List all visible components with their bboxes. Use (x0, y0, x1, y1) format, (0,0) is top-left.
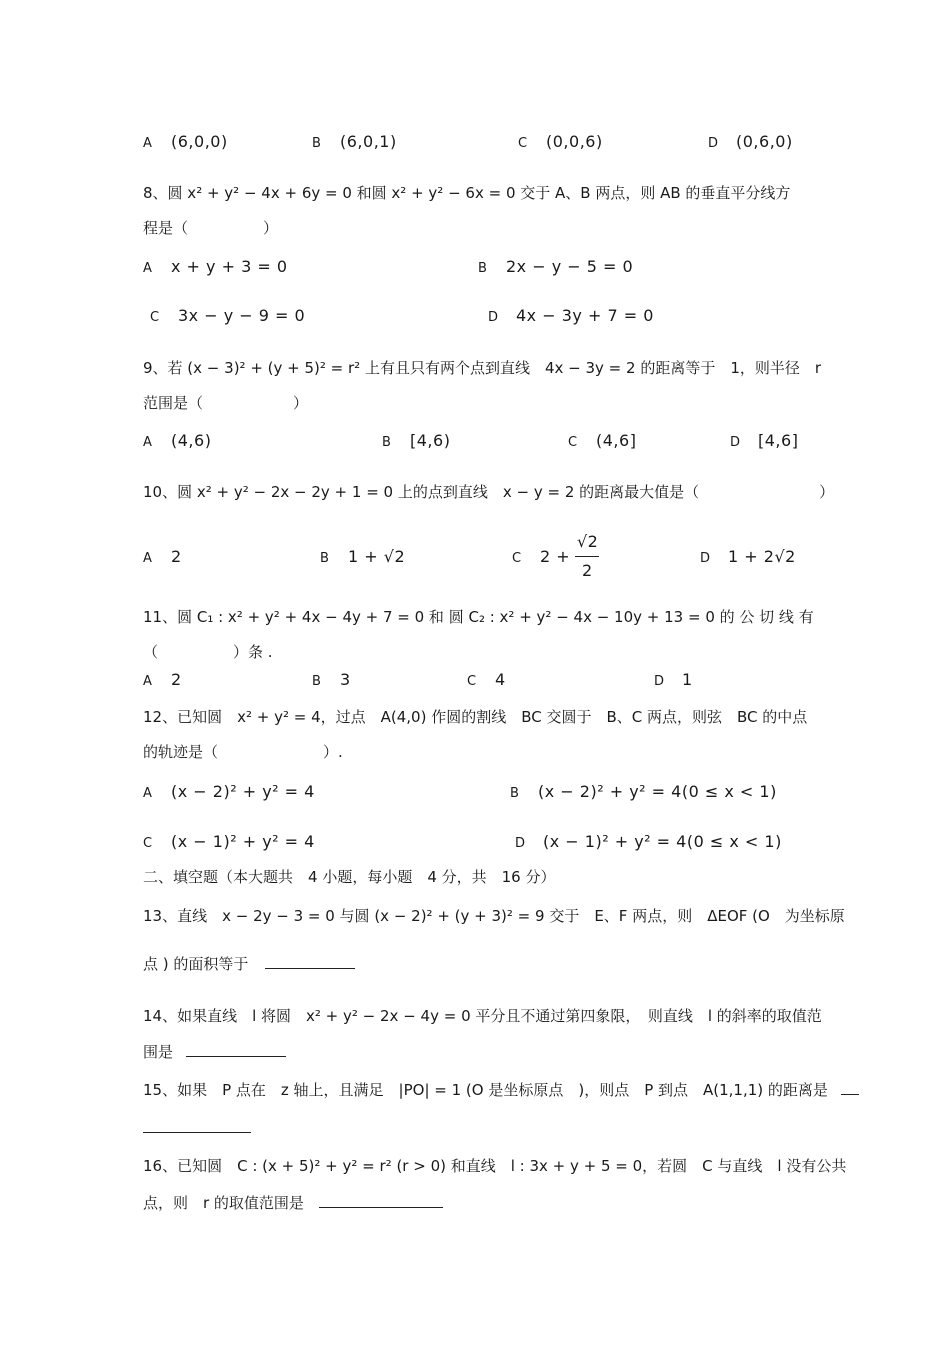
q16-stem-text: 点，则 r 的取值范围是 (143, 1194, 304, 1212)
q7-option-b: B (6,0,1) (312, 132, 397, 151)
q12-option-c: C (x − 1)² + y² = 4 (143, 832, 315, 851)
q7-option-a: A (6,0,0) (143, 132, 228, 151)
q11-stem-line1: 11、圆 C₁ : x² + y² + 4x − 4y + 7 = 0 和 圆 C₂ : x² + y² − 4x − 10y + 13 = 0 的 公 切 线 有 (143, 608, 814, 626)
q11-option-d: D 1 (654, 670, 693, 689)
q11-option-c: C 4 (467, 670, 506, 689)
q13-stem-line1: 13、直线 x − 2y − 3 = 0 与圆 (x − 2)² + (y + 3)² = 9 交于 E、F 两点，则 ΔEOF (O 为坐标原 (143, 907, 845, 925)
q15-stem-text: 15、如果 P 点在 z 轴上，且满足 |PO| = 1 (O 是坐标原点 )，则点 P 到点 A(1,1,1) 的距离是 (143, 1081, 828, 1099)
q13-stem-text: 点 ) 的面积等于 (143, 955, 249, 973)
q8-stem-line2: 程是（ ） (143, 219, 279, 237)
q7-option-c: C (0,0,6) (518, 132, 603, 151)
q12-stem-line1: 12、已知圆 x² + y² = 4，过点 A(4,0) 作圆的割线 BC 交圆于 B、C 两点，则弦 BC 的中点 (143, 708, 808, 726)
q8-option-c: C 3x − y − 9 = 0 (150, 306, 306, 325)
q11-option-b: B 3 (312, 670, 351, 689)
q10-option-d: D 1 + 2√2 (700, 547, 796, 566)
q12-option-d: D (x − 1)² + y² = 4(0 ≤ x < 1) (515, 832, 782, 851)
q15-answer-line (143, 1118, 810, 1138)
section-2-heading: 二、填空题（本大题共 4 小题，每小题 4 分，共 16 分） (143, 868, 556, 886)
q14-answer-blank[interactable] (186, 1042, 286, 1057)
q9-stem-line1: 9、若 (x − 3)² + (y + 5)² = r² 上有且只有两个点到直线 4x − 3y = 2 的距离等于 1，则半径 r (143, 359, 822, 377)
q11-option-a: A 2 (143, 670, 182, 689)
q9-stem-line2: 范围是（ ） (143, 394, 309, 412)
q9-option-d: D [4,6] (730, 431, 799, 450)
q7-option-d: D (0,6,0) (708, 132, 793, 151)
q10-stem-line1: 10、圆 x² + y² − 2x − 2y + 1 = 0 上的点到直线 x − y = 2 的距离最大值是（ ） (143, 483, 835, 501)
q12-stem-line2: 的轨迹是（ ）. (143, 743, 343, 761)
q16-answer-blank[interactable] (319, 1193, 443, 1208)
q15-stem-line1 (143, 1080, 828, 1100)
q12-option-a: A (x − 2)² + y² = 4 (143, 782, 315, 801)
q10-option-a: A 2 (143, 547, 182, 566)
fraction (575, 532, 601, 580)
fraction-numerator: √2 (576, 532, 599, 551)
q9-option-c: C (4,6] (568, 431, 637, 450)
fraction-bar (575, 556, 599, 557)
q13-answer-blank[interactable] (265, 954, 355, 969)
q15-answer-blank-start[interactable] (841, 1080, 859, 1095)
q9-option-b: B [4,6) (382, 431, 451, 450)
q8-option-b: B 2x − y − 5 = 0 (478, 257, 634, 276)
q11-stem-line2: （ ）条 . (143, 643, 273, 661)
q12-option-b: B (x − 2)² + y² = 4(0 ≤ x < 1) (510, 782, 777, 801)
q8-option-d: D 4x − 3y + 7 = 0 (488, 306, 654, 325)
q8-option-a: A x + y + 3 = 0 (143, 257, 288, 276)
q13-stem-line2 (143, 954, 810, 974)
q14-stem-line2 (143, 1042, 810, 1062)
q16-stem-line1: 16、已知圆 C : (x + 5)² + y² = r² (r > 0) 和直线 l : 3x + y + 5 = 0，若圆 C 与直线 l 没有公共 (143, 1157, 847, 1175)
q15-answer-blank[interactable] (143, 1118, 251, 1133)
q8-stem-line1: 8、圆 x² + y² − 4x + 6y = 0 和圆 x² + y² − 6x = 0 交于 A、B 两点，则 AB 的垂直平分线方 (143, 184, 791, 202)
q9-option-a: A (4,6) (143, 431, 212, 450)
q14-stem-text: 围是 (143, 1043, 174, 1061)
q14-stem-line1: 14、如果直线 l 将圆 x² + y² − 2x − 4y = 0 平分且不通过第四象限， 则直线 l 的斜率的取值范 (143, 1007, 822, 1025)
q16-stem-line2 (143, 1193, 810, 1213)
q10-option-b: B 1 + √2 (320, 547, 406, 566)
fraction-denominator: 2 (581, 561, 593, 580)
q10-option-c: C 2 + $\frac{√2}{2}$ (512, 547, 601, 569)
